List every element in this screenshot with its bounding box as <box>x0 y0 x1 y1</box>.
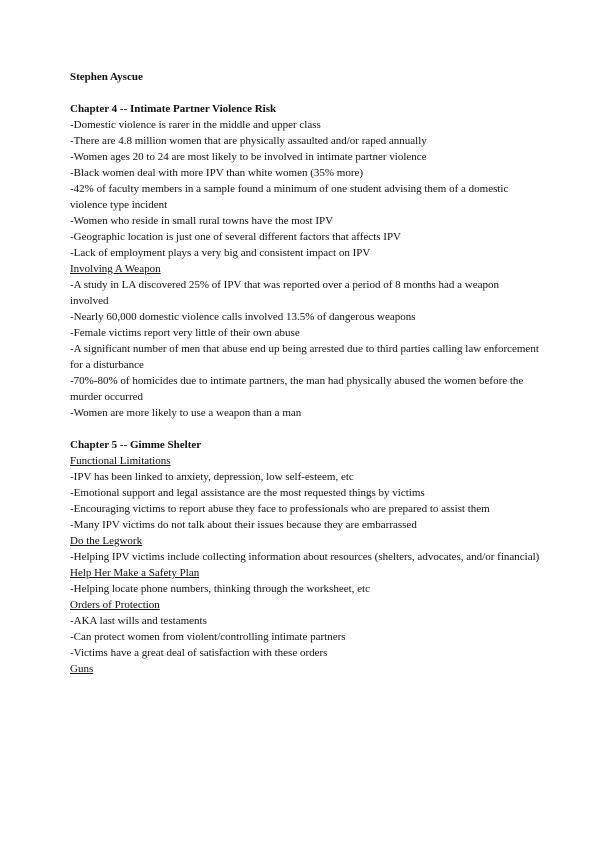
bullet-line: -Women who reside in small rural towns have the most IPV <box>70 215 334 227</box>
bullet-line: -There are 4.8 million women that are physically assaulted and/or raped annually <box>70 135 427 147</box>
bullet-line: -Helping locate phone numbers, thinking through the worksheet, etc <box>70 583 370 595</box>
bullet-line: -A study in LA discovered 25% of IPV that was reported over a period of 8 months had a weapon involved <box>70 279 500 307</box>
bullet-line: -Helping IPV victims include collecting information about resources (shelters, advocates, and/or financial) <box>70 551 540 563</box>
bullet-line: -Domestic violence is rarer in the middle and upper class <box>70 119 321 131</box>
chapter-title: Chapter 4 -- Intimate Partner Violence Risk <box>70 103 277 115</box>
bullet-line: -Lack of employment plays a very big and consistent impact on IPV <box>70 247 371 259</box>
bullet-line: -Geographic location is just one of several different factors that affects IPV <box>70 231 402 243</box>
bullet-line: -Many IPV victims do not talk about their issues because they are embarrassed <box>70 519 417 531</box>
author-name: Stephen Ayscue <box>70 71 143 83</box>
document-page <box>70 69 540 693</box>
chapter-title: Chapter 5 -- Gimme Shelter <box>70 439 202 451</box>
bullet-line: -Women are more likely to use a weapon than a man <box>70 407 302 419</box>
bullet-line: -70%-80% of homicides due to intimate partners, the man had physically abused the women before the murder occurred <box>70 375 524 403</box>
bullet-line: -Can protect women from violent/controlling intimate partners <box>70 631 346 643</box>
bullet-line: -42% of faculty members in a sample found a minimum of one student advising them of a domestic violence type incident <box>70 183 509 211</box>
chapters-container <box>70 101 540 677</box>
bullet-line: -Female victims report very little of their own abuse <box>70 327 300 339</box>
bullet-line: -Black women deal with more IPV than white women (35% more) <box>70 167 364 179</box>
section-subheading: Orders of Protection <box>70 599 160 611</box>
bullet-line: -AKA last wills and testaments <box>70 615 207 627</box>
section-subheading: Help Her Make a Safety Plan <box>70 567 200 579</box>
bullet-line: -IPV has been linked to anxiety, depression, low self-esteem, etc <box>70 471 354 483</box>
bullet-line: -A significant number of men that abuse end up being arrested due to third parties calling law enforcement for a disturbance <box>70 343 539 371</box>
chapter-section <box>70 437 540 677</box>
bullet-line: -Emotional support and legal assistance are the most requested things by victims <box>70 487 425 499</box>
chapter-section <box>70 101 540 421</box>
section-subheading: Functional Limitations <box>70 455 171 467</box>
bullet-line: -Victims have a great deal of satisfaction with these orders <box>70 647 328 659</box>
section-subheading: Do the Legwork <box>70 535 143 547</box>
section-subheading: Guns <box>70 663 94 675</box>
section-subheading: Involving A Weapon <box>70 263 161 275</box>
bullet-line: -Encouraging victims to report abuse they face to professionals who are prepared to assist them <box>70 503 490 515</box>
bullet-line: -Women ages 20 to 24 are most likely to be involved in intimate partner violence <box>70 151 427 163</box>
bullet-line: -Nearly 60,000 domestic violence calls involved 13.5% of dangerous weapons <box>70 311 416 323</box>
